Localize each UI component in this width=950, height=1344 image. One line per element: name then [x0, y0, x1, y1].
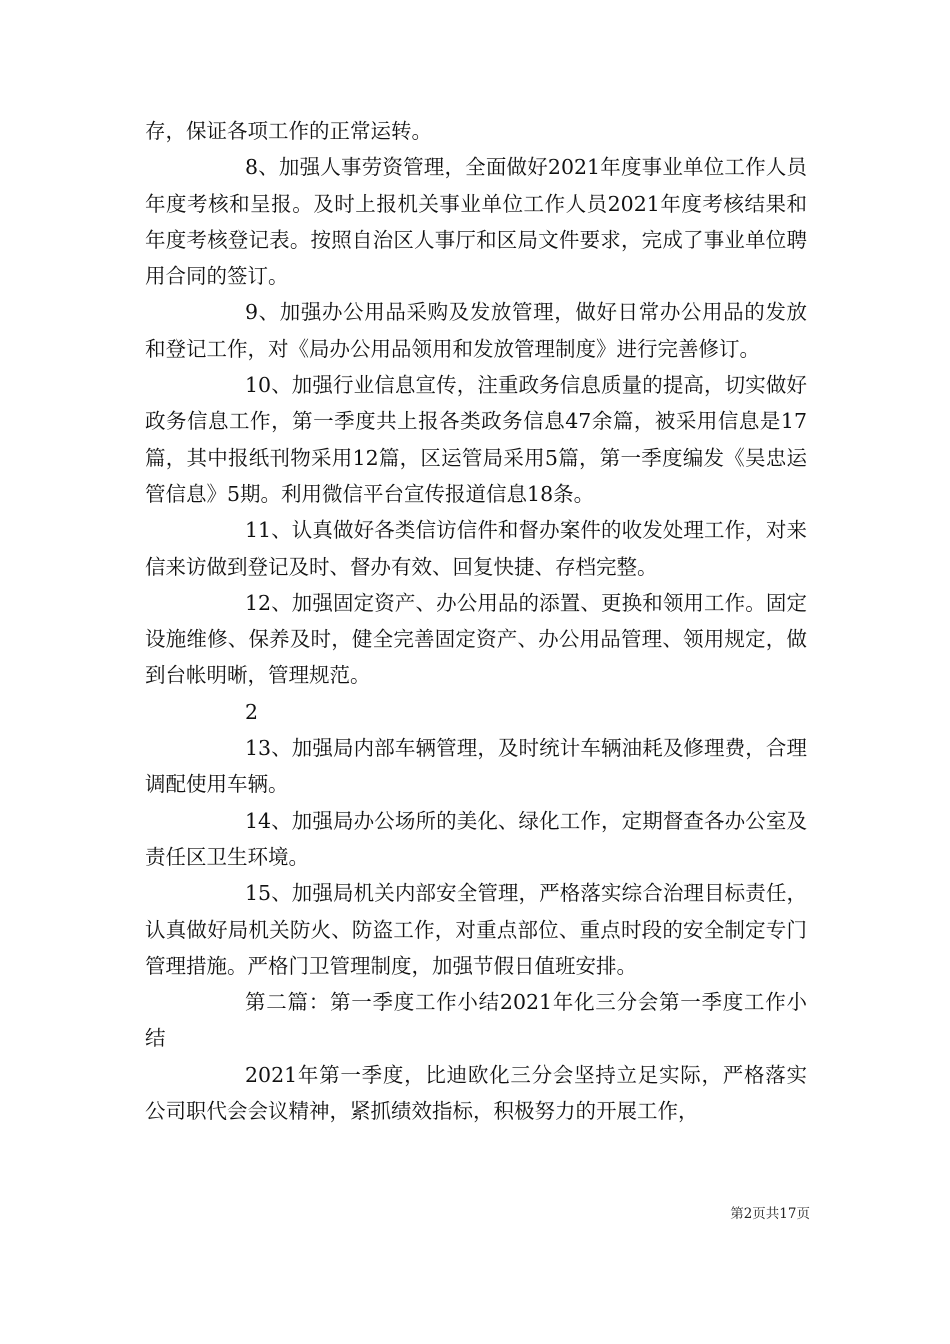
page-footer: 第2页共17页 — [730, 1206, 810, 1222]
paragraph-intro: 2021年第一季度，比迪欧化三分会坚持立足实际，严格落实公司职代会会议精神，紧抓绩效指标，积极努力的开展工作， — [145, 1062, 807, 1124]
paragraph-item-13: 13、加强局内部车辆管理，及时统计车辆油耗及修理费，合理调配使用车辆。 — [145, 736, 807, 797]
paragraph-item-15: 15、加强局机关内部安全管理，严格落实综合治理目标责任，认真做好局机关防火、防盗工作，对重点部位、重点时段的安全制定专门管理措施。严格门卫管理制度，加强节假日值班安排。 — [145, 881, 807, 978]
paragraph-item-10: 10、加强行业信息宣传，注重政务信息质量的提高，切实做好政务信息工作，第一季度共上报各类政务信息47余篇，被采用信息是17篇，其中报纸刊物采用12篇，区运管局采用5篇，第一季度编发《吴忠运管信息》5期。利用微信平台宣传报道信息18条。 — [145, 373, 807, 506]
paragraph-continuation: 存，保证各项工作的正常运转。 — [145, 119, 432, 143]
document-page — [145, 113, 807, 1129]
paragraph-item-8: 8、加强人事劳资管理，全面做好2021年度事业单位工作人员年度考核和呈报。及时上报机关事业单位工作人员2021年度考核结果和年度考核登记表。按照自治区人事厅和区局文件要求，完成了事业单位聘用合同的签订。 — [145, 155, 807, 289]
paragraph-item-9: 9、加强办公用品采购及发放管理，做好日常办公用品的发放和登记工作，对《局办公用品领用和发放管理制度》进行完善修订。 — [145, 300, 807, 361]
inline-page-number: 2 — [245, 699, 259, 724]
paragraph-item-14: 14、加强局办公场所的美化、绿化工作，定期督查各办公室及责任区卫生环境。 — [145, 808, 807, 869]
section-heading: 第二篇：第一季度工作小结2021年化三分会第一季度工作小结 — [145, 990, 807, 1051]
paragraph-item-11: 11、认真做好各类信访信件和督办案件的收发处理工作，对来信来访做到登记及时、督办有效、回复快捷、存档完整。 — [145, 518, 807, 579]
paragraph-item-12: 12、加强固定资产、办公用品的添置、更换和领用工作。固定设施维修、保养及时，健全完善固定资产、办公用品管理、领用规定，做到台帐明晰，管理规范。 — [145, 590, 807, 688]
